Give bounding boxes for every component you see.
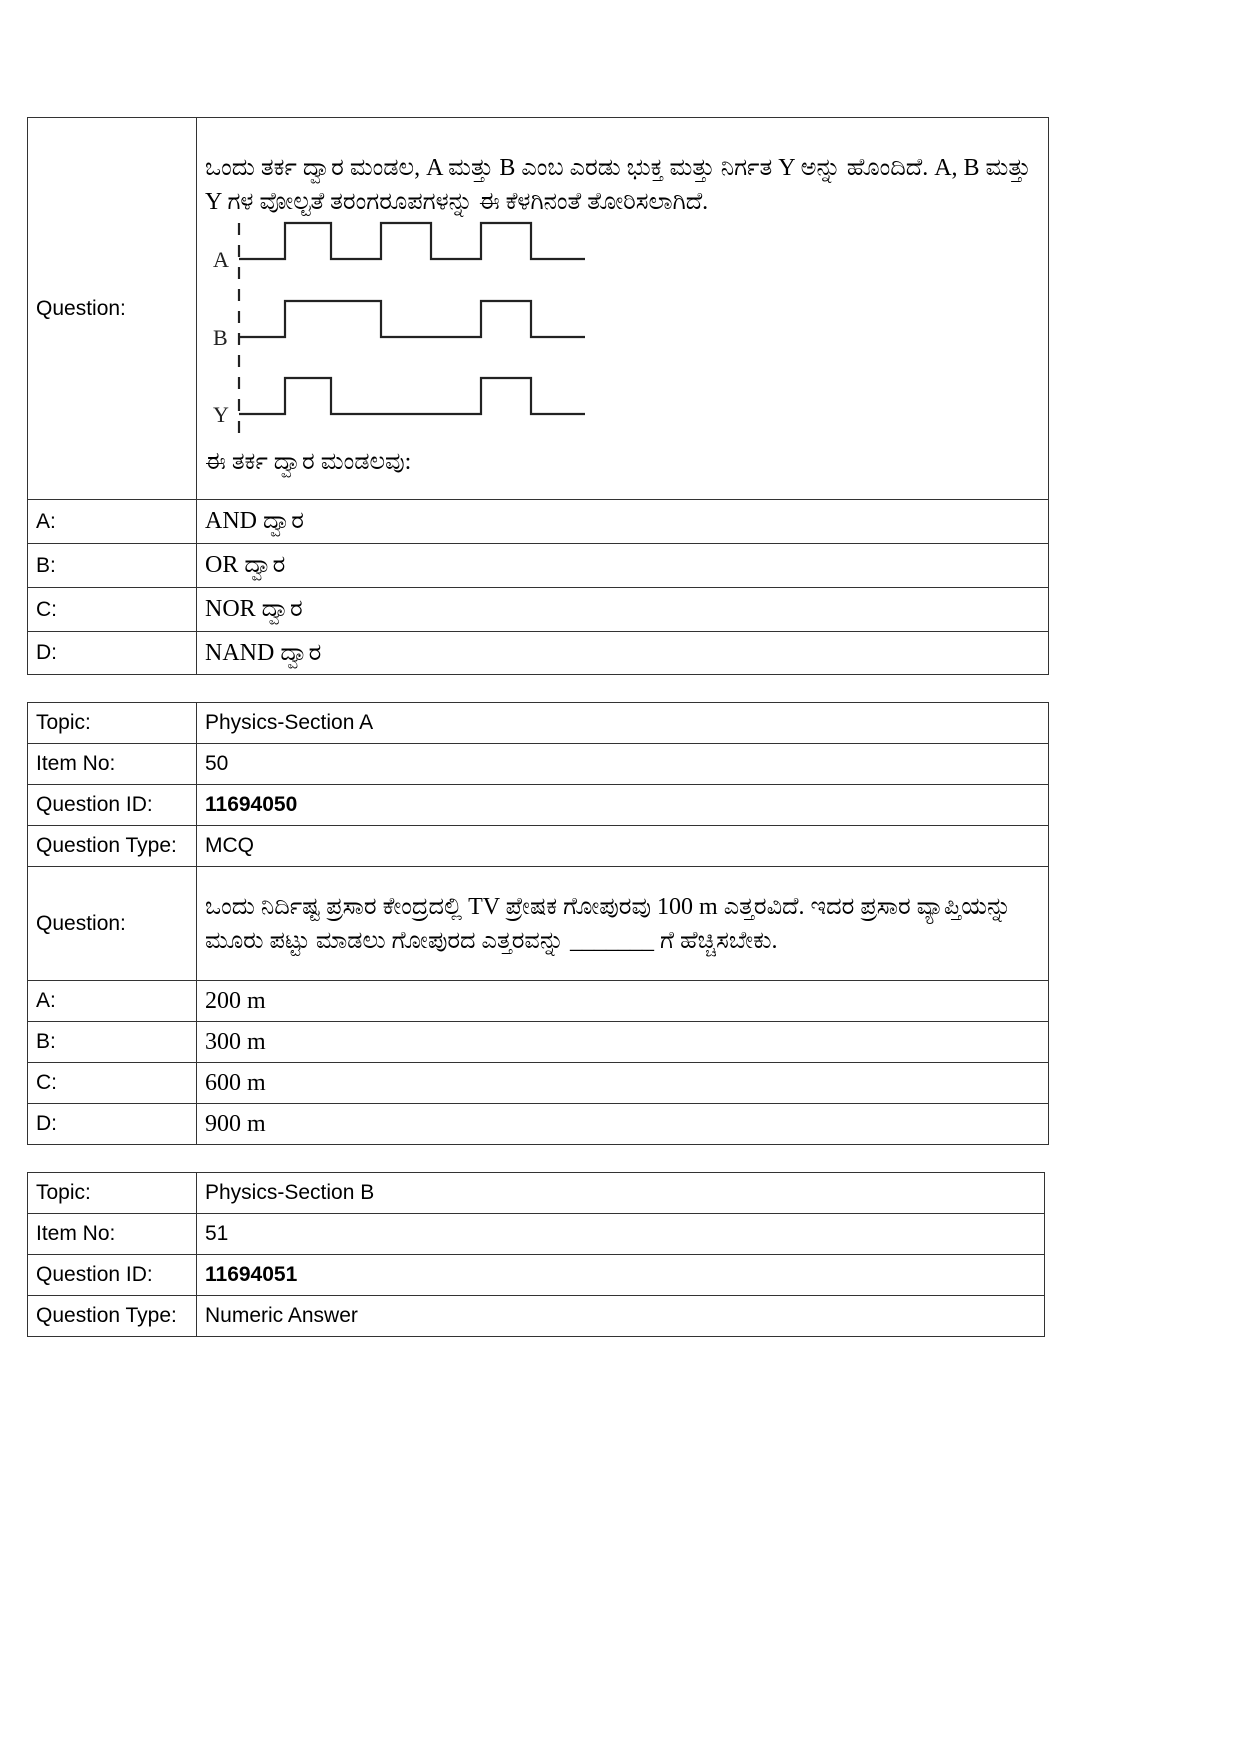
item-no-value: 50 bbox=[197, 744, 1049, 785]
question-type-label: Question Type: bbox=[28, 1296, 197, 1337]
question-50-table bbox=[27, 702, 1049, 1145]
waveform-a bbox=[239, 223, 585, 259]
option-b-label: B: bbox=[28, 544, 197, 588]
item-no-label: Item No: bbox=[28, 744, 197, 785]
question-type-label: Question Type: bbox=[28, 826, 197, 867]
waveform-label-b: B bbox=[213, 324, 228, 350]
item-no-value: 51 bbox=[197, 1214, 1045, 1255]
option-c-value: NOR ದ್ವಾರ bbox=[197, 588, 1049, 632]
option-a-value: 200 m bbox=[197, 981, 1049, 1022]
option-d-value: NAND ದ್ವಾರ bbox=[197, 632, 1049, 675]
question-text: ಒಂದು ತರ್ಕ ದ್ವಾರ ಮಂಡಲ, A ಮತ್ತು B ಎಂಬ ಎರಡು ಭುಕ್ತ ಮತ್ತು ನಿರ್ಗತ Y ಅನ್ನು ಹೊಂದಿದೆ. A, B ಮತ್ತು Y ಗಳ ವೋಲ್ಟತೆ ತರಂಗರೂಪಗಳನ್ನು ಈ ಕೆಳಗಿನಂತೆ ತೋರಿಸಲಾಗಿದೆ. bbox=[205, 154, 1031, 215]
waveform-label-a: A bbox=[213, 246, 229, 272]
question-49-table bbox=[27, 117, 1049, 675]
waveform-label-y: Y bbox=[213, 401, 229, 427]
waveform-y bbox=[239, 378, 585, 414]
topic-label: Topic: bbox=[28, 703, 197, 744]
option-c-label: C: bbox=[28, 1063, 197, 1104]
question-label: Question: bbox=[28, 867, 197, 981]
option-b-value: OR ದ್ವಾರ bbox=[197, 544, 1049, 588]
topic-value: Physics-Section B bbox=[197, 1173, 1045, 1214]
question-51-table bbox=[27, 1172, 1045, 1337]
option-d-value: 900 m bbox=[197, 1104, 1049, 1145]
question-text: ಒಂದು ನಿರ್ದಿಷ್ಟ ಪ್ರಸಾರ ಕೇಂದ್ರದಲ್ಲಿ TV ಪ್ರೇಷಕ ಗೋಪುರವು 100 m ಎತ್ತರವಿದೆ. ಇದರ ಪ್ರಸಾರ ವ್ಯಾಪ್ತಿಯನ್ನು ಮೂರು ಪಟ್ಟು ಮಾಡಲು ಗೋಪುರದ ಎತ್ತರವನ್ನು _______ ಗೆ ಹೆಚ್ಚಿಸಬೇಕು. bbox=[197, 867, 1049, 981]
option-a-label: A: bbox=[28, 981, 197, 1022]
waveform-svg bbox=[205, 219, 605, 441]
question-cell bbox=[197, 118, 1049, 500]
option-a-value: AND ದ್ವಾರ bbox=[197, 500, 1049, 544]
question-id-value: 11694050 bbox=[197, 785, 1049, 826]
question-label: Question: bbox=[28, 118, 197, 500]
question-tail: ಈ ತರ್ಕ ದ್ವಾರ ಮಂಡಲವು: bbox=[205, 448, 412, 475]
question-type-value: Numeric Answer bbox=[197, 1296, 1045, 1337]
question-id-label: Question ID: bbox=[28, 785, 197, 826]
question-id-label: Question ID: bbox=[28, 1255, 197, 1296]
option-c-value: 600 m bbox=[197, 1063, 1049, 1104]
option-d-label: D: bbox=[28, 632, 197, 675]
question-id-value: 11694051 bbox=[197, 1255, 1045, 1296]
option-a-label: A: bbox=[28, 500, 197, 544]
topic-value: Physics-Section A bbox=[197, 703, 1049, 744]
option-c-label: C: bbox=[28, 588, 197, 632]
option-b-label: B: bbox=[28, 1022, 197, 1063]
waveform-diagram bbox=[205, 219, 1040, 447]
waveform-b bbox=[239, 301, 585, 337]
option-d-label: D: bbox=[28, 1104, 197, 1145]
question-type-value: MCQ bbox=[197, 826, 1049, 867]
item-no-label: Item No: bbox=[28, 1214, 197, 1255]
topic-label: Topic: bbox=[28, 1173, 197, 1214]
option-b-value: 300 m bbox=[197, 1022, 1049, 1063]
